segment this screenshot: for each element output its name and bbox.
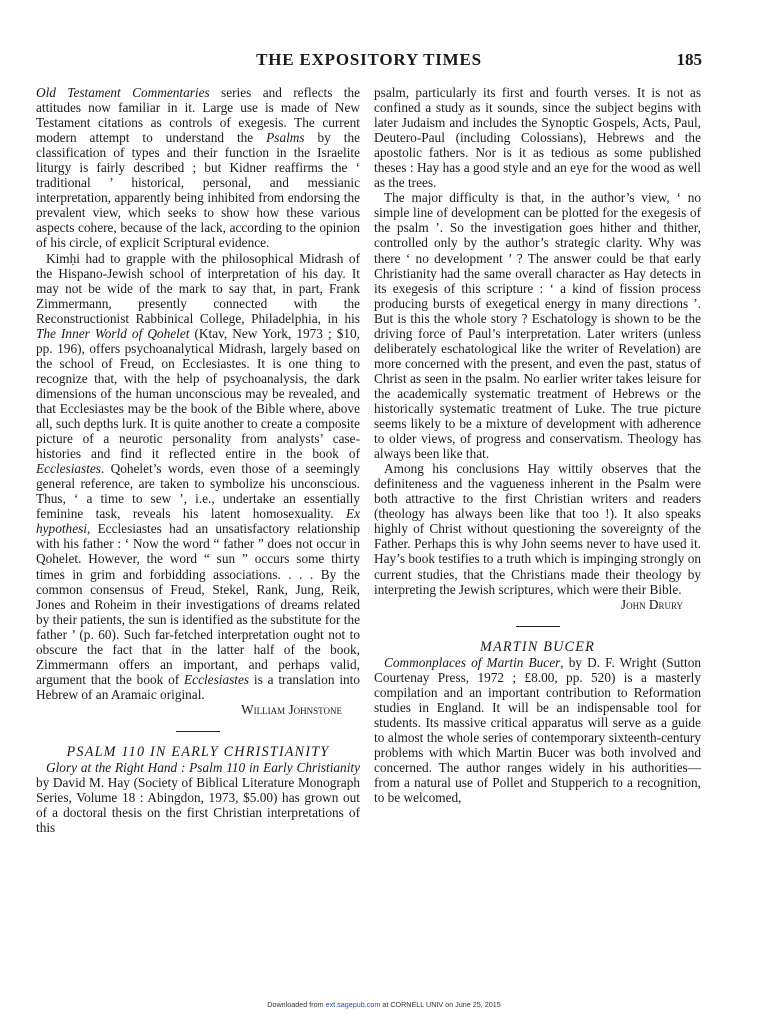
latin-phrase: Ex hypothesi: [36, 506, 360, 537]
reviewer-signature: John Drury: [620, 596, 683, 612]
paragraph: [36, 251, 360, 702]
book-title: The Inner World of Qohelet: [36, 325, 190, 341]
text: series and reflects the attitudes now familiar in it. Large use is made of New Testament citations as controls of exegesis. The current modern attempt to understand the: [36, 85, 360, 146]
book-title: Commonplaces of Martin Bucer: [384, 654, 561, 670]
text: , by D. F. Wright (Sutton Courtenay Press, 1972 ; £8.00, pp. 520) is a masterly compilation and an important contribution to Reformation studies in England. It will be an indispensable tool for students. Its massive critical apparatus will serve as a guide to almost the whole series of contemporary sixteenth-century problems with which Martin Bucer was both involved and concerned. The author ranges widely in his authorities—from a natural use of Pollet and Stupperich to a recognition, to be welcomed,: [374, 654, 701, 806]
paragraph: psalm, particularly its first and fourth verses. It is not as confined a study as it sounds, since the subject begins with later Judaism and includes the Synoptic Gospels, Acts, Paul, Deutero-Paul (including Colossians), Hebrews and the apostolic fathers. Nor is it as tedious as some published theses : Hay has a good style and an eye for the wood as well as the trees.: [374, 85, 701, 191]
running-title: THE EXPOSITORY TIMES: [256, 50, 482, 69]
text: , Ecclesiastes had an unsatisfactory relationship with his father : ‘ Now the word “ father ” does not occur in Qohelet. However, the word “ sun ” occurs some thirty times in grim and forbidding associations. . . . By the common consensus of Freud, Stekel, Rank, Jung, Reik, Jones and Roheim in their investigations of dreams related by their patients, the sun is identified as the substitute for the father ’ (p. 60). Such far-fetched interpretation ought not to obscure the fact that in the latter half of the book, Zimmermann offers an important, and perhaps valid, argument that the book of: [36, 521, 360, 687]
book-title: Glory at the Right Hand : Psalm 110 in Early Christianity: [46, 760, 360, 776]
book-title: Ecclesiastes: [36, 461, 101, 477]
paragraph: [36, 760, 360, 835]
paragraph: Among his conclusions Hay wittily observes that the definiteness and the vagueness inherent in the Psalm were both attractive to the first Christian writers and readers (theology has always been like that too !). It also speaks highly of Christ without questioning the sovereignty of the Father. Perhaps this is why John seems never to have used it. Hay’s book testifies to a truth which is impinging strongly on current studies, that the Christians made their theology by interpreting the Jewish scriptures, which were their Bible.: [374, 461, 701, 597]
paragraph: The major difficulty is that, in the author’s view, ‘ no simple line of development can be plotted for the exegesis of the psalm ’. So the investigation goes hither and thither, controlled only by the author’s strategic clarity. Why was there ‘ no development ’ ? The answer could be that early Christianity had the same overall character as Hay detects in its exegesis of this scripture : ‘ a kind of fission process producing bursts of exegetical energy in many directions ’. But is this the whole story ? Eschatology is shown to be the driving force of Paul’s interpretation. Later writers (unless deliberately eschatological like the writer of Revelation) are more concerned with the present, and even the past, status of Christ as seen in the psalm. No earlier writer takes leisure for the academically systematic treatment of Hebrews or the historically systematic treatment of Luke. The true picture seems likely to be a mixture of development with adherence to older views, of progress and conservatism. Theology has always been like that.: [374, 190, 701, 462]
right-column: [374, 85, 701, 805]
page-header: [36, 50, 702, 72]
text: Kimḥi had to grapple with the philosophical Midrash of the Hispano-Jewish school of interpretation of his day. It may not be wide of the mark to say that, in part, Frank Zimmermann, presently connected with the Reconstructionist Rabbinical College, Philadelphia, in his: [36, 250, 360, 326]
footer-prefix: Downloaded from: [267, 1000, 326, 1009]
download-footer: [0, 1000, 768, 1009]
text: by the classification of types and their function in the Israelite liturgy is fairly described ; but Kidner reaffirms the ‘ traditional ’ historical, personal, and messianic interpretation, apparently being inhibited from endorsing the prevalent view, which seeks to show how these various aspects cohere, because of the lack, according to the opinion of his circle, of explicit Scriptural evidence.: [36, 130, 360, 251]
page-number: 185: [676, 50, 702, 69]
section-title: PSALM 110 IN EARLY CHRISTIANITY: [66, 743, 330, 760]
section-divider: [516, 626, 560, 627]
book-title: Psalms: [266, 130, 305, 146]
footer-suffix: at CORNELL UNIV on June 25, 2015: [380, 1000, 501, 1009]
paragraph: [36, 85, 360, 251]
book-title: Old Testament Commentaries: [36, 85, 210, 100]
text: by David M. Hay (Society of Biblical Literature Monograph Series, Volume 18 : Abingdon, 1973, $5.00) has grown out of a doctoral thesis on the first Christian interpretations of this: [36, 775, 360, 836]
text: . Qohelet’s words, even those of a seemingly general reference, are taken to symbolize his unconscious. Thus, ‘ a time to sew ’, i.e., undertake an essentially feminine task, reveals his latent homosexuality.: [36, 461, 360, 522]
book-title: Ecclesiastes: [184, 671, 250, 687]
footer-link[interactable]: ext.sagepub.com: [325, 1000, 381, 1009]
section-divider: [176, 731, 220, 732]
text: (Ktav, New York, 1973 ; $10, pp. 196), offers psychoanalytical Midrash, largely based on the school of Freud, on Ecclesiastes. It is one thing to recognize that, with the help of psychoanalysis, the dark dimensions of the human unconscious may be revealed, and that Ecclesiastes may be the book of the Bible where, above all, such depths lurk. It is quite another to create a composite picture of a neurotic personality from analysts’ case-histories and find it reflected entire in the book of: [36, 325, 360, 462]
section-title: MARTIN BUCER: [480, 638, 595, 655]
reviewer-signature: William Johnstone: [241, 701, 342, 717]
paragraph: [374, 655, 701, 805]
left-column: [36, 85, 360, 835]
text: is a translation into Hebrew of an Aramaic original.: [36, 671, 360, 702]
